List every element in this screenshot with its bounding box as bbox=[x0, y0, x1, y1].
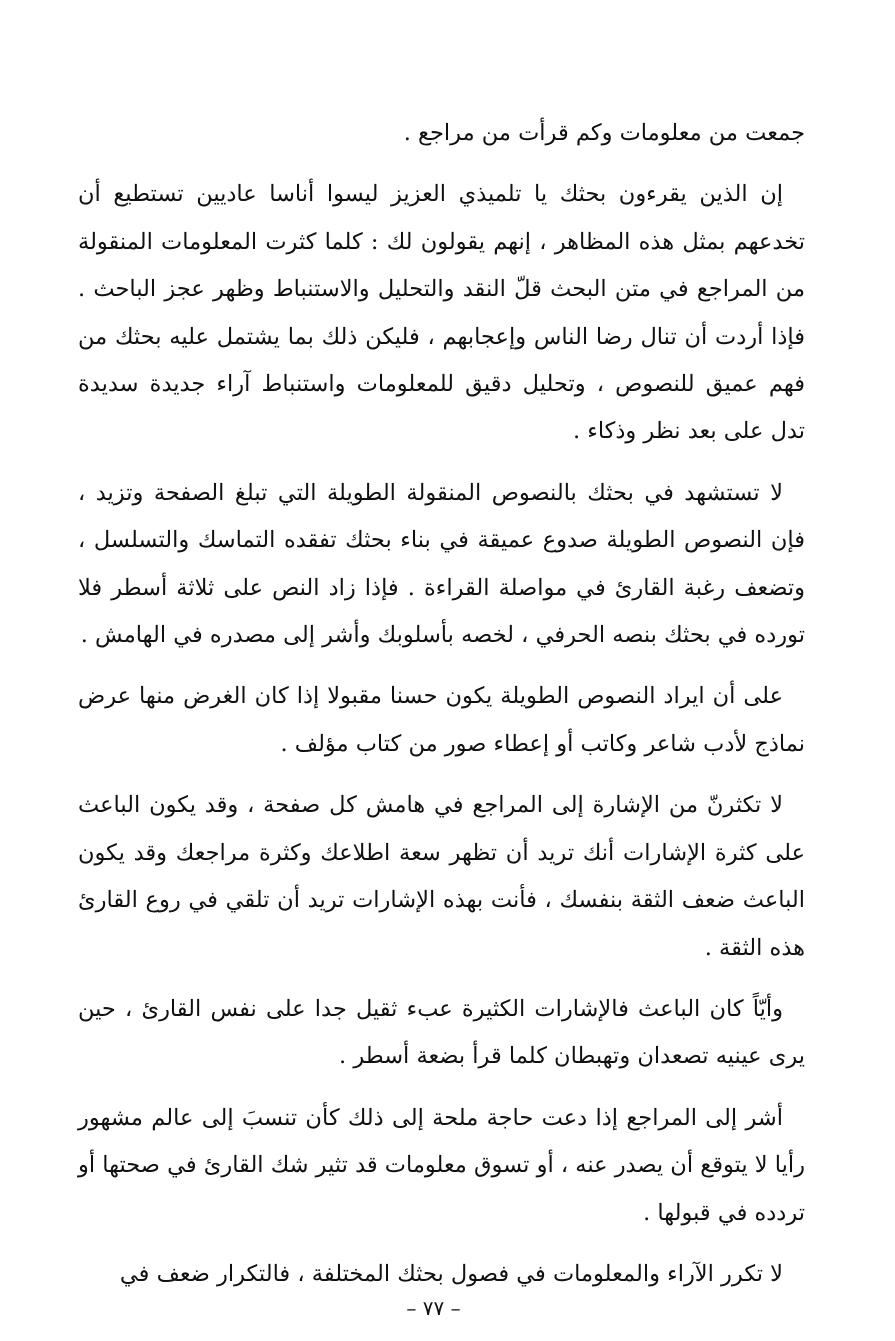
paragraph: لا تكثرنّ من الإشارة إلى المراجع في هامش كل صفحة ، وقد يكون الباعث على كثرة الإشارات أنك تريد أن تظهر سعة اطلاعك وكثرة مراجعك وقد يكون الباعث ضعف الثقة بنفسك ، فأنت بهذه الإشارات تريد أن تلقي في روع القارئ هذه الثقة . bbox=[78, 792, 805, 961]
body-text bbox=[78, 110, 805, 1298]
paragraph: على أن ايراد النصوص الطويلة يكون حسنا مقبولا إذا كان الغرض منها عرض نماذج لأدب شاعر وكاتب أو إعطاء صور من كتاب مؤلف . bbox=[78, 683, 805, 757]
paragraph: لا تستشهد في بحثك بالنصوص المنقولة الطويلة التي تبلغ الصفحة وتزيد ، فإن النصوص الطويلة صدوع عميقة في بناء بحثك تفقده التماسك والتسلسل ، وتضعف رغبة القارئ في مواصلة القراءة . فإذا زاد النص على ثلاثة أسطر فلا تورده في بحثك بنصه الحرفي ، لخصه بأسلوبك وأشر إلى مصدره في الهامش . bbox=[78, 479, 805, 649]
paragraph: أشر إلى المراجع إذا دعت حاجة ملحة إلى ذلك كأن تنسبَ إلى عالم مشهور رأيا لا يتوقع أن يصدر عنه ، أو تسوق معلومات قد تثير شك القارئ في صحتها أو تردده في قبولها . bbox=[78, 1104, 805, 1226]
page-number: – ٧٧ – bbox=[406, 1296, 461, 1320]
paragraph: وأيّاً كان الباعث فالإشارات الكثيرة عبء ثقيل جدا على نفس القارئ ، حين يرى عينيه تصعدان وتهبطان كلما قرأ بضعة أسطر . bbox=[78, 995, 805, 1070]
paragraph: إن الذين يقرءون بحثك يا تلميذي العزيز ليسوا أناسا عاديين تستطيع أن تخدعهم بمثل هذه المظاهر ، إنهم يقولون لك : كلما كثرت المعلومات المنقولة من المراجع في متن البحث قلّ النقد والتحليل والاستنباط وظهر عجز الباحث . فإذا أردت أن تنال رضا الناس وإعجابهم ، فليكن ذلك بما يشتمل عليه بحثك من فهم عميق للنصوص ، وتحليل دقيق للمعلومات واستنباط آراء جديدة سديدة تدل على بعد نظر وذكاء . bbox=[78, 181, 805, 445]
paragraph-truncated: لا تكرر الآراء والمعلومات في فصول بحثك المختلفة ، فالتكرار ضعف في bbox=[119, 1260, 783, 1287]
paragraph-continuation: جمعت من معلومات وكم قرأت من مراجع . bbox=[403, 120, 805, 146]
